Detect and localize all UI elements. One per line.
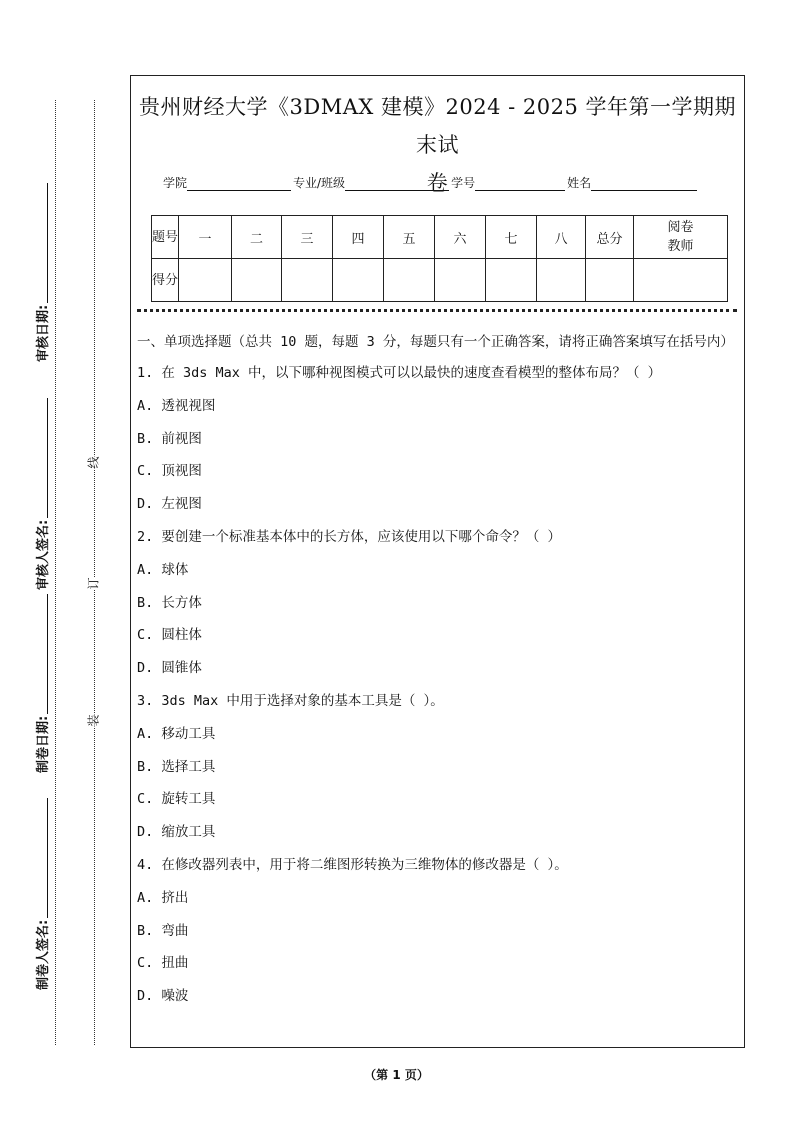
- col-6: 六: [435, 216, 486, 259]
- question-stem: 2. 要创建一个标准基本体中的长方体，应该使用以下哪个命令？（ ）: [137, 528, 562, 545]
- option-a: A. 球体: [137, 561, 189, 578]
- major-label: 专业/班级: [293, 176, 346, 190]
- maker-sign-field: [32, 798, 51, 990]
- row-header-question-no: 题号: [152, 216, 179, 259]
- score-table-header-row: [152, 216, 728, 259]
- col-4: 四: [333, 216, 384, 259]
- question-3: [137, 685, 737, 849]
- binding-mark-bind: 订: [83, 577, 104, 589]
- reviewer-date-field: [32, 183, 51, 362]
- score-cell-4[interactable]: [333, 259, 384, 302]
- reviewer-sign-field: [32, 398, 51, 590]
- score-cell-1[interactable]: [179, 259, 232, 302]
- page-number: （第 1 页）: [364, 1068, 429, 1082]
- question-2: [137, 521, 737, 685]
- col-1: 一: [179, 216, 232, 259]
- maker-date-field: [32, 594, 51, 773]
- option-a: A. 挤出: [137, 889, 189, 906]
- maker-sign-blank: [35, 798, 48, 918]
- maker-date-blank: [35, 594, 48, 714]
- option-b: B. 弯曲: [137, 922, 189, 939]
- exam-frame: [130, 75, 745, 1048]
- score-cell-total[interactable]: [586, 259, 634, 302]
- name-label: 姓名: [567, 176, 592, 190]
- question-1: [137, 357, 737, 521]
- student-id-label: 学号: [451, 176, 476, 190]
- major-blank[interactable]: [345, 178, 449, 191]
- score-cell-5[interactable]: [384, 259, 435, 302]
- binding-mark-seal: 装: [83, 714, 104, 726]
- col-total: 总分: [586, 216, 634, 259]
- score-cell-6[interactable]: [435, 259, 486, 302]
- col-5: 五: [384, 216, 435, 259]
- binding-mark-line: 线: [83, 456, 104, 468]
- binding-dotted-line-inner: [94, 100, 95, 1045]
- maker-date-label: 制卷日期:: [36, 715, 51, 773]
- header-dotted-separator: [137, 309, 737, 312]
- score-table: [151, 215, 728, 302]
- section-1-heading: 一、单项选择题（总共 10 题，每题 3 分，每题只有一个正确答案，请将正确答案填写在括号内）: [137, 334, 734, 350]
- score-cell-8[interactable]: [537, 259, 586, 302]
- student-info-row: [163, 174, 699, 191]
- score-table-score-row: [152, 259, 728, 302]
- score-cell-7[interactable]: [486, 259, 537, 302]
- college-blank[interactable]: [187, 178, 291, 191]
- reviewer-sign-label: 审核人签名:: [36, 519, 51, 590]
- score-cell-3[interactable]: [282, 259, 333, 302]
- row-header-score: 得分: [152, 259, 179, 302]
- score-cell-2[interactable]: [232, 259, 282, 302]
- exam-title-line2: 卷: [426, 171, 449, 195]
- student-id-blank[interactable]: [475, 178, 565, 191]
- option-d: D. 左视图: [137, 496, 202, 513]
- binding-dotted-line-outer: [55, 100, 56, 1045]
- col-3: 三: [282, 216, 333, 259]
- option-a: A. 移动工具: [137, 725, 216, 742]
- option-b: B. 选择工具: [137, 758, 216, 775]
- question-stem: 3. 3ds Max 中用于选择对象的基本工具是（ ）。: [137, 692, 444, 709]
- maker-sign-label: 制卷人签名:: [36, 919, 51, 990]
- question-stem: 1. 在 3ds Max 中，以下哪种视图模式可以以最快的速度查看模型的整体布局？（ ）: [137, 365, 662, 381]
- reviewer-sign-blank: [35, 398, 48, 518]
- option-d: D. 噪波: [137, 988, 189, 1005]
- col-grader: 阅卷教师: [634, 216, 728, 259]
- option-a: A. 透视视图: [137, 397, 216, 414]
- section-1: [137, 331, 737, 1013]
- col-8: 八: [537, 216, 586, 259]
- reviewer-date-blank: [35, 183, 48, 303]
- option-b: B. 前视图: [137, 430, 202, 447]
- option-d: D. 缩放工具: [137, 824, 216, 841]
- reviewer-date-label: 审核日期:: [36, 304, 51, 362]
- option-c: C. 旋转工具: [137, 791, 216, 808]
- exam-title-line1: 贵州财经大学《3DMAX 建模》2024 - 2025 学年第一学期期末试: [139, 95, 736, 157]
- option-d: D. 圆锥体: [137, 660, 202, 677]
- option-c: C. 顶视图: [137, 463, 202, 480]
- option-c: C. 扭曲: [137, 955, 189, 972]
- col-2: 二: [232, 216, 282, 259]
- question-stem: 4. 在修改器列表中，用于将二维图形转换为三维物体的修改器是（ ）。: [137, 856, 568, 873]
- option-c: C. 圆柱体: [137, 627, 202, 644]
- col-7: 七: [486, 216, 537, 259]
- option-b: B. 长方体: [137, 594, 202, 611]
- score-cell-grader[interactable]: [634, 259, 728, 302]
- name-blank[interactable]: [591, 178, 697, 191]
- question-4: [137, 849, 737, 1013]
- college-label: 学院: [163, 176, 188, 190]
